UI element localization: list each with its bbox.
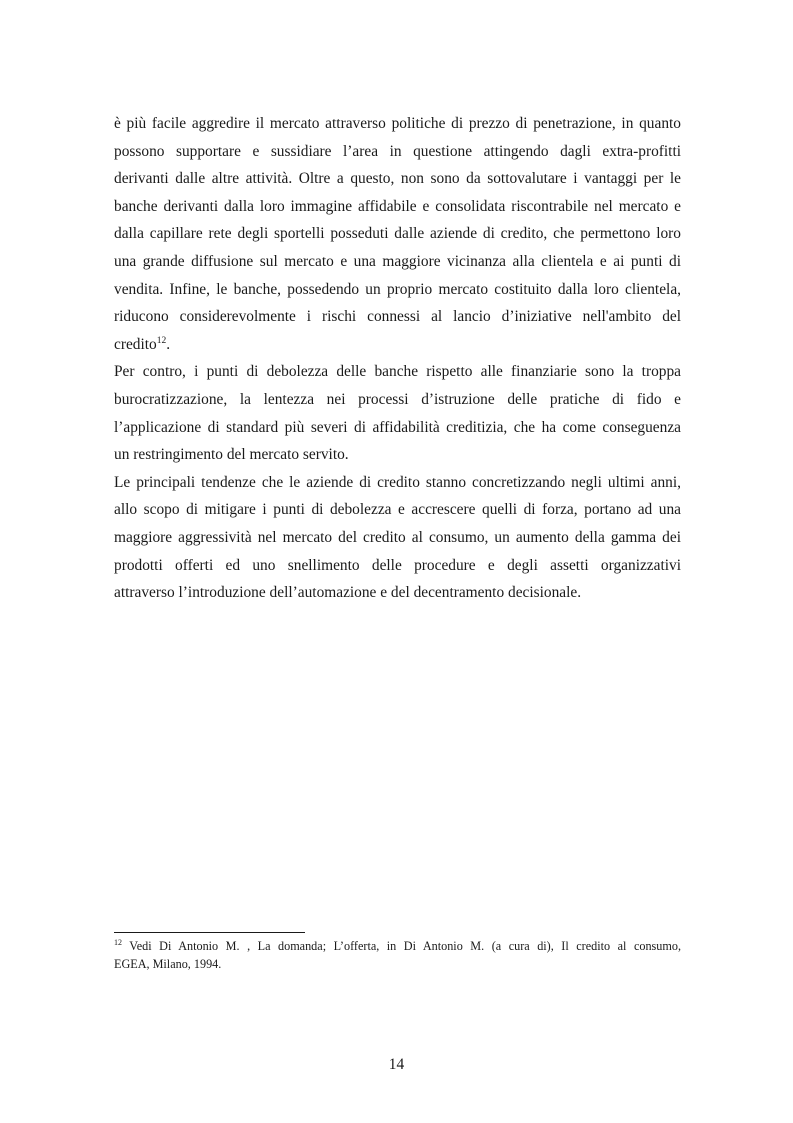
text-line: è più facile aggredire il mercato attraverso politiche di prezzo di penetrazione, in quanto (114, 115, 681, 132)
text-line: Per contro, i punti di debolezza delle banche rispetto alle finanziarie sono la troppa (114, 363, 681, 381)
text-line: Le principali tendenze che le aziende di credito stanno concretizzando negli ultimi anni, (114, 473, 681, 491)
text-line (114, 331, 681, 359)
footnote-text: Vedi Di Antonio M. , La domanda; L’offerta, in Di Antonio M. (a cura di), Il credito al consumo, (122, 939, 681, 953)
text-line: una grande diffusione sul mercato e una maggiore vicinanza alla clientela e ai punti di (114, 252, 681, 270)
text-line: l’applicazione di standard più severi di affidabilità creditizia, che ha come conseguenza (114, 418, 681, 436)
paragraph-3 (114, 469, 681, 607)
footnote-reference[interactable]: 12 (156, 335, 167, 346)
text-line: vendita. Infine, le banche, possedendo un proprio mercato costituito dalla loro clientela, (114, 280, 681, 298)
footnote-divider (114, 932, 305, 933)
text-line: burocratizzazione, la lentezza nei processi d’istruzione delle pratiche di fido e (114, 390, 681, 408)
page-number: 14 (388, 1056, 405, 1073)
text-line: un restringimento del mercato servito. (114, 446, 349, 464)
text-line: riducono considerevolmente i rischi connessi al lancio d’iniziative nell'ambito del (114, 308, 681, 326)
text-line: banche derivanti dalla loro immagine affidabile e consolidata riscontrabile nel mercato e (114, 197, 681, 215)
text-line: attraverso l’introduzione dell’automazione e del decentramento decisionale. (114, 584, 582, 602)
text-line: possono supportare e sussidiare l’area in questione attingendo dagli extra-profitti (114, 142, 681, 160)
footnote-line: EGEA, Milano, 1994. (114, 957, 222, 971)
text-line: derivanti dalle altre attività. Oltre a questo, non sono da sottovalutare i vantaggi per le (114, 170, 681, 188)
text-line: prodotti offerti ed uno snellimento delle procedure e degli assetti organizzativi (114, 556, 681, 574)
text-line: allo scopo di mitigare i punti di debolezza e accrescere quelli di forza, portano ad una (114, 501, 681, 519)
paragraph-1 (114, 110, 681, 358)
text-line: maggiore aggressività nel mercato del credito al consumo, un aumento della gamma dei (114, 528, 681, 546)
footnote-line (114, 937, 681, 955)
body-text (114, 110, 681, 607)
text-line: dalla capillare rete degli sportelli posseduti dalle aziende di credito, che permettono loro (114, 225, 681, 243)
footnote (114, 937, 681, 973)
paragraph-2 (114, 358, 681, 468)
footnote-number: 12 (114, 937, 122, 947)
text-fragment: . (166, 335, 171, 353)
text-fragment: credito (114, 335, 157, 353)
